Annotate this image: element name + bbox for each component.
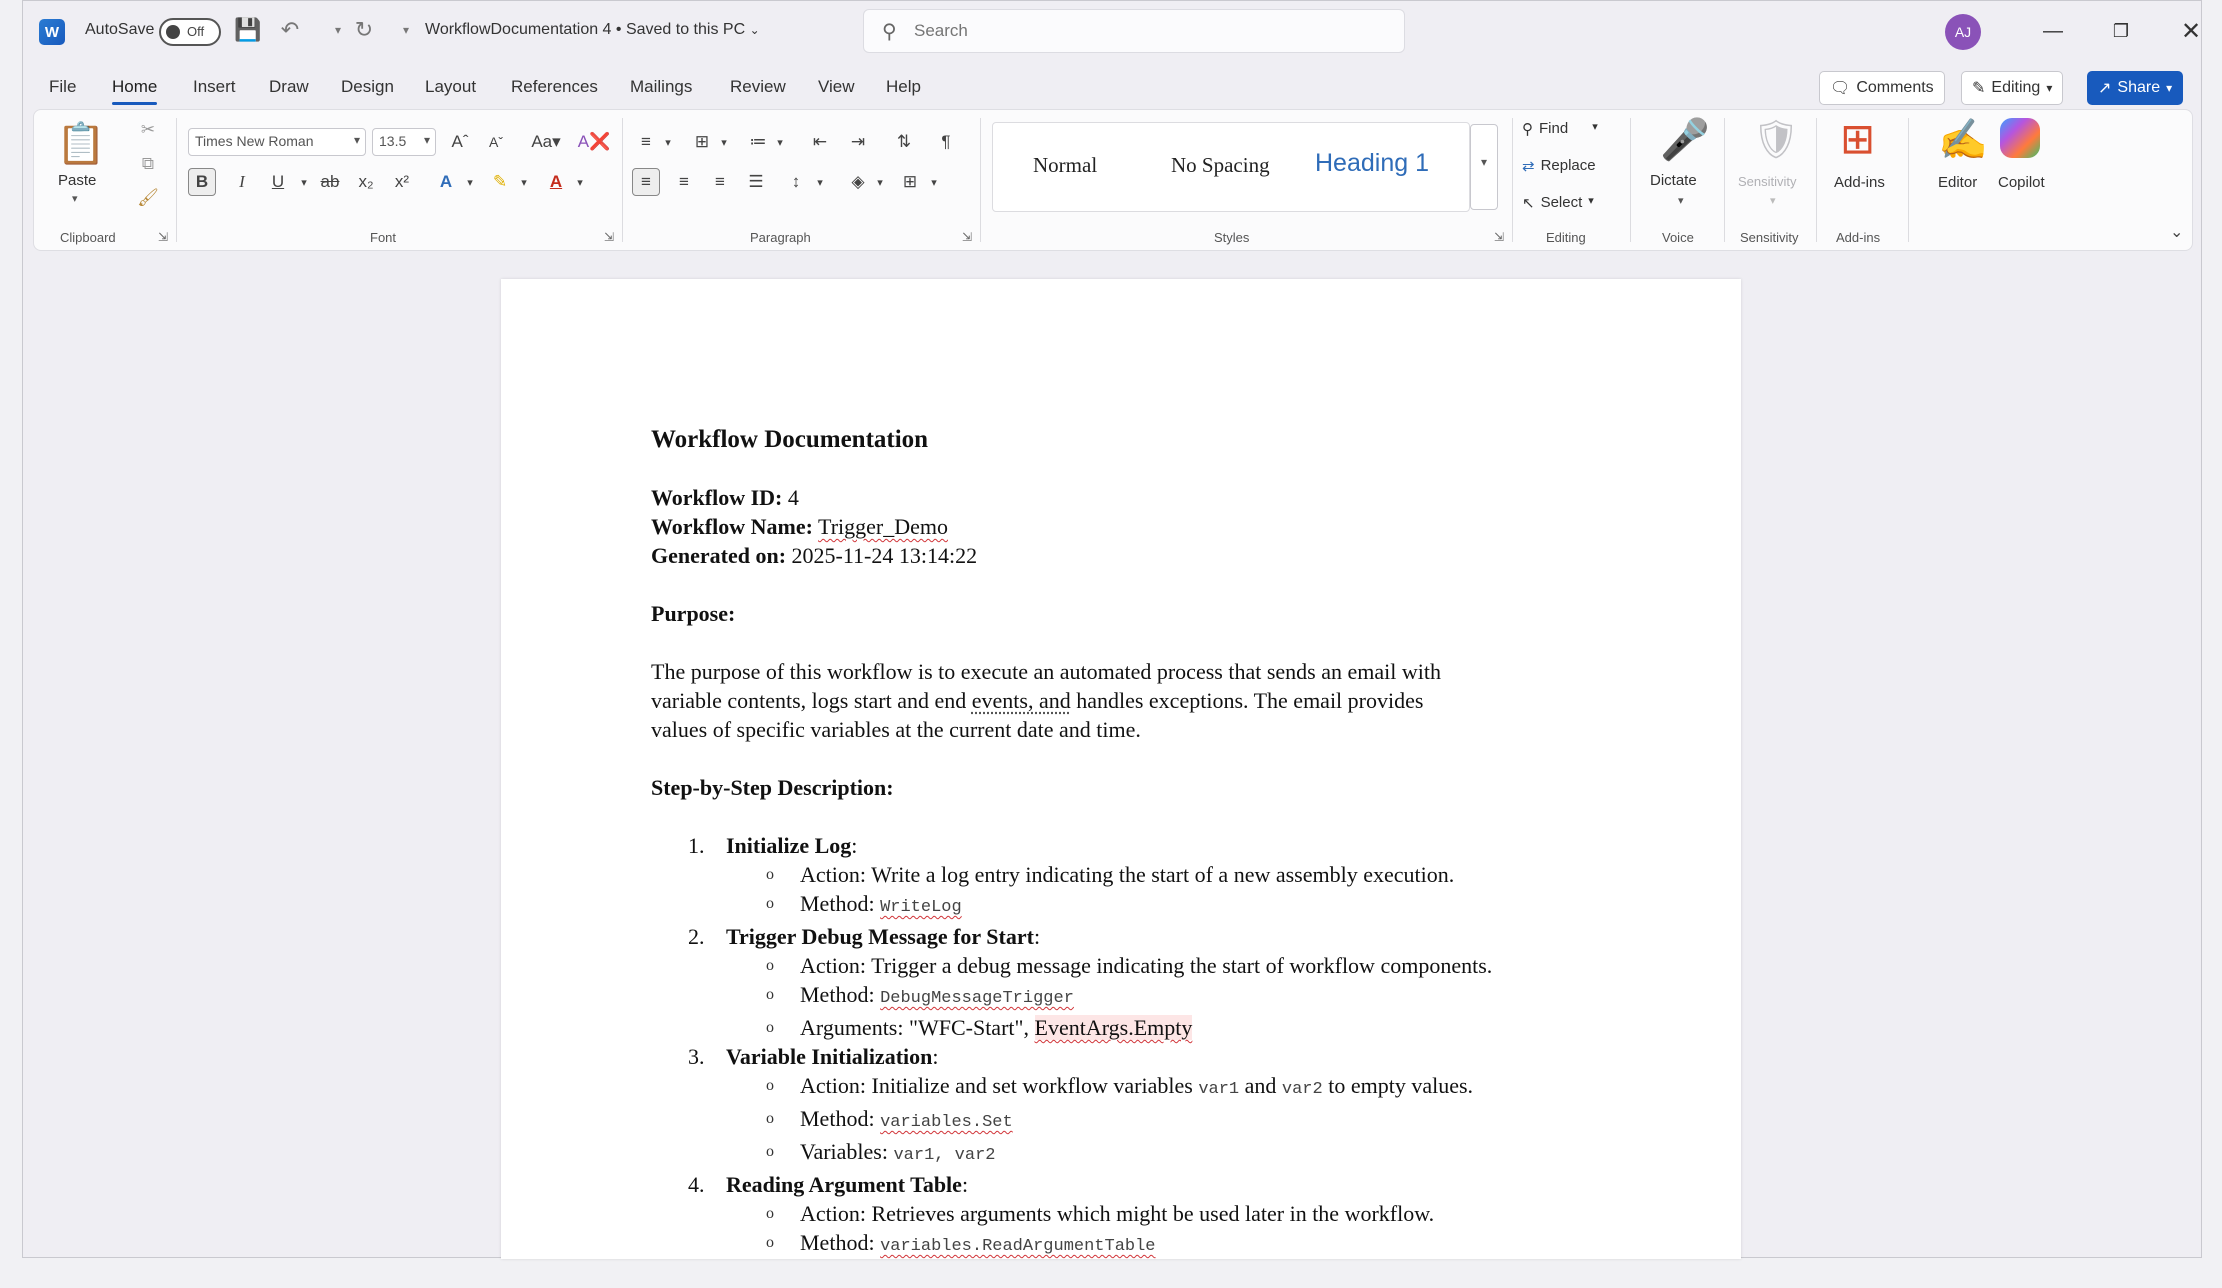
tab-layout[interactable]: Layout: [425, 77, 477, 96]
meta-label: Generated on:: [651, 543, 787, 568]
separator: [622, 118, 623, 242]
search-input[interactable]: [914, 20, 1374, 42]
multilevel-list-icon[interactable]: ≔: [749, 132, 767, 151]
steps-heading-text: Step-by-Step Description:: [651, 775, 894, 800]
word-app-icon: W: [39, 19, 65, 45]
ribbon-home: [33, 109, 2193, 251]
style-heading-1[interactable]: Heading 1: [1315, 149, 1429, 177]
step-number: 2.: [688, 924, 705, 949]
list-item: [764, 1104, 1631, 1137]
select-label: Select: [1540, 194, 1583, 211]
replace-icon: ⇄: [1522, 158, 1535, 175]
sensitivity-icon: 🛡: [1752, 119, 1801, 161]
list-item: [764, 1137, 1631, 1170]
bullets-dropdown-icon[interactable]: ▾: [665, 136, 671, 149]
sensitivity-button-label: Sensitivity: [1738, 174, 1797, 189]
list-item: [764, 980, 1631, 1013]
justify-icon[interactable]: ☰: [748, 172, 764, 191]
list-item: [764, 1071, 1631, 1104]
chevron-down-icon: ▾: [2046, 81, 2053, 95]
align-right-icon[interactable]: ≡: [715, 172, 725, 191]
purpose-line: The purpose of this workflow is to execute an automated process that sends an email with: [651, 659, 1441, 684]
cut-icon[interactable]: ✂: [140, 120, 156, 139]
close-icon[interactable]: ✕: [2180, 17, 2202, 45]
separator: [1630, 118, 1631, 242]
method-code: DebugMessageTrigger: [880, 989, 1074, 1008]
grammar-flag: events, and: [971, 688, 1071, 713]
step-number: 4.: [688, 1172, 705, 1197]
line-spacing-icon[interactable]: ↕: [791, 172, 801, 191]
minimize-icon[interactable]: —: [2043, 19, 2063, 42]
search-icon: ⚲: [882, 21, 897, 43]
chevron-down-icon: ▾: [1588, 195, 1594, 207]
variable-code: var2: [1281, 1080, 1323, 1099]
method-code: WriteLog: [880, 898, 962, 917]
tab-references[interactable]: References: [511, 77, 598, 96]
style-no-spacing[interactable]: No Spacing: [1171, 153, 1270, 177]
highlight-dropdown-icon[interactable]: ▾: [521, 176, 527, 189]
dictate-label[interactable]: Dictate: [1650, 172, 1697, 189]
italic-icon[interactable]: I: [239, 172, 245, 191]
list-item: 4. Reading Argument Table: o Action: Retrieves arguments which might be used later in the workflow. o Method: variables.ReadArgumentTable: [688, 1170, 1631, 1259]
share-button[interactable]: [2087, 71, 2183, 105]
tab-home[interactable]: Home: [112, 77, 158, 96]
share-label: Share: [2117, 79, 2161, 96]
meta-line: [651, 512, 1631, 541]
list-item: o Action: Trigger a debug message indicating the start of workflow components.: [764, 951, 1631, 980]
meta-value: 4: [787, 485, 799, 510]
arguments-value: EventArgs.Empty: [1034, 1015, 1193, 1040]
editor-label[interactable]: Editor: [1938, 174, 1978, 191]
tab-view[interactable]: View: [818, 77, 855, 96]
styles-group-label: Styles: [1214, 230, 1250, 245]
tab-insert[interactable]: Insert: [193, 77, 236, 96]
sort-icon[interactable]: ⇅: [896, 132, 912, 151]
comment-icon: 🗨: [1830, 80, 1851, 97]
increase-indent-icon[interactable]: ⇥: [850, 132, 866, 151]
tab-design[interactable]: Design: [341, 77, 394, 96]
separator: [1816, 118, 1817, 242]
strikethrough-icon[interactable]: ab: [320, 172, 340, 191]
editing-group-label: Editing: [1546, 230, 1586, 245]
meta-value: 2025-11-24 13:14:22: [791, 543, 978, 568]
method-label: Method:: [800, 1230, 881, 1255]
step-details: [764, 1071, 1631, 1170]
paragraph-group-label: Paragraph: [750, 230, 811, 245]
style-normal[interactable]: Normal: [1033, 153, 1098, 177]
chevron-down-icon: ▾: [353, 133, 360, 147]
select-button[interactable]: [1522, 194, 1594, 212]
tab-file[interactable]: File: [49, 77, 77, 96]
step-title: Variable Initialization: [726, 1044, 933, 1069]
meta-line: [651, 541, 1631, 570]
copilot-icon[interactable]: [2000, 118, 2040, 158]
meta-label: Workflow Name:: [651, 514, 813, 539]
chevron-down-icon: ▾: [1592, 121, 1598, 133]
document-title-text: WorkflowDocumentation 4 • Saved to this PC: [425, 21, 746, 38]
action-text: and: [1239, 1073, 1282, 1098]
purpose-text: handles exceptions. The email provides: [1070, 688, 1424, 713]
editing-label: Editing: [1991, 79, 2041, 96]
pencil-icon: ✎: [1972, 80, 1986, 97]
step-details: [764, 860, 1631, 922]
title-bar: [23, 1, 2201, 61]
shading-icon[interactable]: ◈: [851, 172, 865, 191]
text-effects-icon[interactable]: A: [439, 172, 453, 191]
list-item: o Action: Write a log entry indicating the start of a new assembly execution.: [764, 860, 1631, 889]
copilot-label[interactable]: Copilot: [1998, 174, 2045, 191]
bold-icon[interactable]: B: [188, 168, 216, 196]
shading-dropdown-icon[interactable]: ▾: [877, 176, 883, 189]
list-item: 1. Initialize Log: o Action: Write a log entry indicating the start of a new assembly execution. o Method: WriteLog: [688, 831, 1631, 922]
tab-help[interactable]: Help: [886, 77, 921, 96]
font-launcher-icon[interactable]: ⇲: [604, 230, 615, 244]
multilevel-dropdown-icon[interactable]: ▾: [777, 136, 783, 149]
purpose-line: [651, 686, 1631, 715]
list-item: 3. Variable Initialization: o Action: Initialize and set workflow variables var1 and var2 to empty values. o Method: variables.Set o Variables: var1, var2: [688, 1042, 1631, 1170]
show-formatting-icon[interactable]: ¶: [941, 132, 951, 151]
underline-icon[interactable]: U: [271, 172, 285, 191]
undo-dropdown-icon[interactable]: ▾: [334, 23, 342, 37]
decrease-indent-icon[interactable]: ⇤: [812, 132, 828, 151]
document-page[interactable]: [501, 279, 1741, 1259]
highlight-icon[interactable]: ✎: [492, 172, 508, 191]
add-ins-button-label[interactable]: Add-ins: [1834, 174, 1885, 191]
method-label: Method:: [800, 1106, 881, 1131]
font-size-combo[interactable]: [372, 128, 436, 156]
styles-more-icon[interactable]: ▾: [1470, 124, 1498, 210]
borders-icon[interactable]: ⊞: [902, 172, 918, 191]
grow-font-icon[interactable]: Aˆ: [451, 132, 469, 151]
editing-mode-button[interactable]: [1961, 71, 2063, 105]
replace-button[interactable]: [1522, 157, 1596, 175]
steps-heading: [651, 773, 1631, 802]
cursor-icon: ↖: [1522, 195, 1535, 212]
find-button[interactable]: [1522, 120, 1598, 138]
styles-launcher-icon[interactable]: ⇲: [1494, 230, 1505, 244]
meta-label: Workflow ID:: [651, 485, 783, 510]
meta-line: [651, 483, 1631, 512]
list-item: [764, 1013, 1631, 1042]
window-margin-left: [0, 0, 22, 1288]
undo-icon[interactable]: ↶: [280, 17, 300, 42]
clipboard-launcher-icon[interactable]: ⇲: [158, 230, 169, 244]
paste-dropdown-icon[interactable]: ▾: [72, 193, 78, 205]
add-ins-icon[interactable]: ⊞: [1840, 115, 1876, 162]
microphone-icon[interactable]: 🎤: [1660, 118, 1710, 162]
add-ins-group-label: Add-ins: [1836, 230, 1881, 245]
line-spacing-dropdown-icon[interactable]: ▾: [817, 176, 823, 189]
document-title[interactable]: [425, 21, 760, 39]
toggle-knob-icon: [166, 25, 180, 39]
align-center-icon[interactable]: ≡: [679, 172, 689, 191]
step-details: [764, 1199, 1631, 1259]
find-label: Find: [1539, 120, 1569, 137]
method-code: variables.Set: [880, 1113, 1013, 1132]
purpose-text: variable contents, logs start and end: [651, 688, 972, 713]
steps-list: [688, 831, 1631, 1259]
chevron-down-icon: ▾: [423, 133, 430, 147]
borders-dropdown-icon[interactable]: ▾: [931, 176, 937, 189]
font-group-label: Font: [370, 230, 397, 245]
font-color-dropdown-icon[interactable]: ▾: [577, 176, 583, 189]
variables-label: Variables:: [800, 1139, 894, 1164]
styles-gallery: [992, 122, 1470, 212]
numbering-icon[interactable]: ⊞: [694, 132, 710, 151]
replace-label: Replace: [1540, 157, 1596, 174]
autosave-state: Off: [187, 24, 205, 39]
collapse-ribbon-icon[interactable]: ⌄: [2170, 224, 2184, 241]
autosave-toggle[interactable]: [159, 18, 221, 46]
purpose-heading: [651, 599, 1631, 628]
meta-value: Trigger_Demo: [818, 514, 948, 539]
paste-icon[interactable]: 📋: [56, 122, 106, 166]
font-size-value: 13.5: [379, 133, 407, 149]
format-painter-icon[interactable]: 🖌: [137, 188, 159, 207]
step-details: [764, 951, 1631, 1042]
copy-icon[interactable]: ⧉: [141, 154, 155, 173]
arguments-label: Arguments: "WFC-Start",: [800, 1015, 1035, 1040]
clipboard-group-label: Clipboard: [60, 230, 116, 245]
font-color-icon[interactable]: A: [549, 172, 563, 191]
title-chevron-icon: ⌄: [749, 23, 760, 37]
editor-icon[interactable]: ✍: [1938, 118, 1988, 162]
autosave-label: AutoSave: [85, 21, 155, 38]
method-label: Method:: [800, 982, 881, 1007]
tab-mailings[interactable]: Mailings: [630, 77, 693, 96]
list-item: o Action: Retrieves arguments which might be used later in the workflow.: [764, 1199, 1631, 1228]
customize-toolbar-icon[interactable]: ▾: [402, 23, 410, 37]
numbering-dropdown-icon[interactable]: ▾: [721, 136, 727, 149]
method-label: Method:: [800, 891, 881, 916]
comments-button[interactable]: [1819, 71, 1945, 105]
method-code: variables.ReadArgumentTable: [880, 1237, 1156, 1256]
document-heading: Workflow Documentation: [651, 426, 929, 453]
tab-review[interactable]: Review: [730, 77, 786, 96]
superscript-icon[interactable]: x²: [394, 172, 410, 191]
step-number: 1.: [688, 833, 705, 858]
paragraph-launcher-icon[interactable]: ⇲: [962, 230, 973, 244]
list-item: [764, 889, 1631, 922]
word-window: [22, 0, 2202, 1258]
save-icon[interactable]: 💾: [234, 17, 262, 42]
variable-code: var1: [1198, 1080, 1240, 1099]
share-icon: ↗: [2098, 80, 2112, 97]
action-text: to empty values.: [1322, 1073, 1474, 1098]
chevron-down-icon: ▾: [2166, 81, 2173, 95]
dictate-dropdown-icon[interactable]: ▾: [1678, 195, 1684, 207]
tab-draw[interactable]: Draw: [269, 77, 309, 96]
purpose-heading-text: Purpose:: [651, 601, 736, 626]
separator: [1908, 118, 1909, 242]
avatar[interactable]: AJ: [1945, 14, 1981, 50]
paste-label[interactable]: Paste: [58, 172, 97, 189]
step-title: Reading Argument Table: [726, 1172, 962, 1197]
list-item: 2. Trigger Debug Message for Start: o Action: Trigger a debug message indicating the start of workflow components. o Method: DebugMessageTrigger o Arguments: "WFC-Start", EventArgs.Empty: [688, 922, 1631, 1042]
variables-code: var1, var2: [893, 1146, 996, 1165]
step-title: Trigger Debug Message for Start: [726, 924, 1034, 949]
separator: [980, 118, 981, 242]
subscript-icon[interactable]: x₂: [358, 172, 374, 191]
list-item: [764, 1228, 1631, 1259]
search-icon: ⚲: [1522, 121, 1533, 138]
font-name-value: Times New Roman: [195, 133, 314, 149]
document-body[interactable]: [651, 425, 1631, 1259]
window-margin-right: [2202, 0, 2222, 1288]
purpose-line: values of specific variables at the current date and time.: [651, 717, 1141, 742]
restore-icon[interactable]: ❐: [2112, 20, 2130, 41]
separator: [1724, 118, 1725, 242]
font-name-combo[interactable]: [188, 128, 366, 156]
redo-icon[interactable]: ↻: [354, 17, 374, 42]
sensitivity-dropdown-icon: ▾: [1770, 195, 1776, 207]
action-text: Action: Initialize and set workflow variables: [800, 1073, 1199, 1098]
align-left-icon[interactable]: ≡: [632, 168, 660, 196]
separator: [1512, 118, 1513, 242]
step-title: Initialize Log: [726, 833, 852, 858]
comments-label: Comments: [1856, 79, 1934, 96]
voice-group-label: Voice: [1662, 230, 1694, 245]
window-margin-bottom: [0, 1258, 2222, 1288]
shrink-font-icon[interactable]: Aˇ: [489, 134, 503, 150]
underline-dropdown-icon[interactable]: ▾: [301, 176, 307, 189]
bullets-icon[interactable]: ≡: [641, 132, 651, 151]
clear-formatting-icon[interactable]: A❌: [577, 132, 611, 151]
step-number: 3.: [688, 1044, 705, 1069]
change-case-icon[interactable]: Aa▾: [531, 132, 561, 151]
separator: [176, 118, 177, 242]
search-box[interactable]: [863, 9, 1405, 53]
sensitivity-group-label: Sensitivity: [1740, 230, 1799, 245]
text-effects-dropdown-icon[interactable]: ▾: [467, 176, 473, 189]
